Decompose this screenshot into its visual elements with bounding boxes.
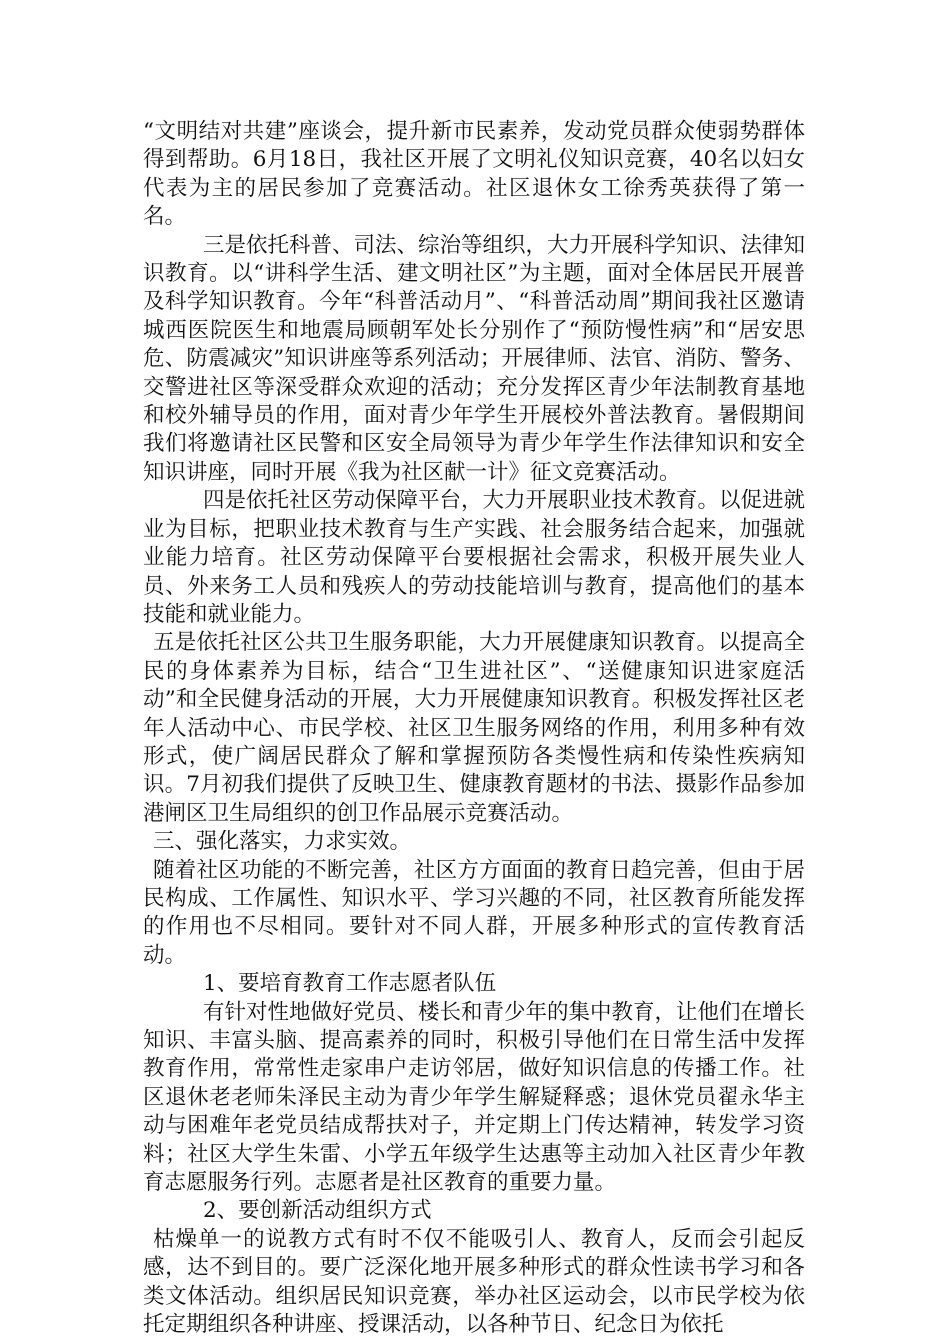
- subheading-activities: 2、要创新活动组织方式: [203, 1198, 432, 1224]
- paragraph-health: 五是依托社区公共卫生服务职能，大力开展健康知识教育。以提高全民的身体素养为目标，结合“卫生进社区”、“送健康知识进家庭活动”和全民健身活动的开展，大力开展健康知识教育。积极发挥社区老年人活动中心、市民学校、社区卫生服务网络的作用，利用多种有效形式，使广阔居民群众了解和掌握预防各类慢性病和传染性疾病知识。7月初我们提供了反映卫生、健康教育题材的书法、摄影作品参加港闸区卫生局组织的创卫作品展示竞赛活动。: [143, 630, 805, 826]
- document-page: [143, 118, 805, 1339]
- section-heading-implementation: 三、强化落实，力求实效。: [153, 829, 412, 855]
- subheading-volunteers: 1、要培育教育工作志愿者队伍: [203, 971, 497, 997]
- paragraph-volunteers: 有针对性地做好党员、楼长和青少年的集中教育，让他们在增长知识、丰富头脑、提高素养的同时，积极引导他们在日常生活中发挥教育作用，常常性走家串户走访邻居，做好知识信息的传播工作。社区退休老老师朱泽民主动为青少年学生解疑释惑；退休党员翟永华主动与困难年老党员结成帮扶对子，并定期上门传达精神，转发学习资料；社区大学生朱雷、小学五年级学生达惠等主动加入社区青少年教育志愿服务行列。志愿者是社区教育的重要力量。: [143, 999, 806, 1196]
- paragraph-science-law: 三是依托科普、司法、综治等组织，大力开展科学知识、法律知识教育。以“讲科学生活、建文明社区”为主题，面对全体居民开展普及科学知识教育。今年“科普活动月”、“科普活动周”期间我社区邀请城西医院医生和地震局顾朝军处长分别作了“预防慢性病”和“居安思危、防震减灾”知识讲座等系列活动；开展律师、法官、消防、警务、交警进社区等深受群众欢迎的活动；充分发挥区青少年法制教育基地和校外辅导员的作用，面对青少年学生开展校外普法教育。暑假期间我们将邀请社区民警和区安全局领导为青少年学生作法律知识和安全知识讲座，同时开展《我为社区献一计》征文竞赛活动。: [143, 232, 806, 485]
- paragraph-community-functions: 随着社区功能的不断完善，社区方方面面的教育日趋完善，但由于居民构成、工作属性、知识水平、学习兴趣的不同，社区教育所能发挥的作用也不尽相同。要针对不同人群，开展多种形式的宣传教育活动。: [143, 857, 805, 968]
- paragraph-civility: “文明结对共建”座谈会，提升新市民素养，发动党员群众使弱势群体得到帮助。6月18日，我社区开展了文明礼仪知识竞赛，40名以妇女代表为主的居民参加了竞赛活动。社区退休女工徐秀英获得了第一名。: [143, 119, 805, 230]
- paragraph-vocational: 四是依托社区劳动保障平台，大力开展职业技术教育。以促进就业为目标，把职业技术教育与生产实践、社会服务结合起来，加强就业能力培育。社区劳动保障平台要根据社会需求，积极开展失业人员、外来务工人员和残疾人的劳动技能培训与教育，提高他们的基本技能和就业能力。: [143, 488, 806, 627]
- paragraph-activities: 枯燥单一的说教方式有时不仅不能吸引人、教育人，反而会引起反感，达不到目的。要广泛深化地开展多种形式的群众性读书学习和各类文体活动。组织居民知识竞赛，举办社区运动会，以市民学校为依托定期组织各种讲座、授课活动，以各种节日、纪念日为依托: [143, 1226, 805, 1338]
